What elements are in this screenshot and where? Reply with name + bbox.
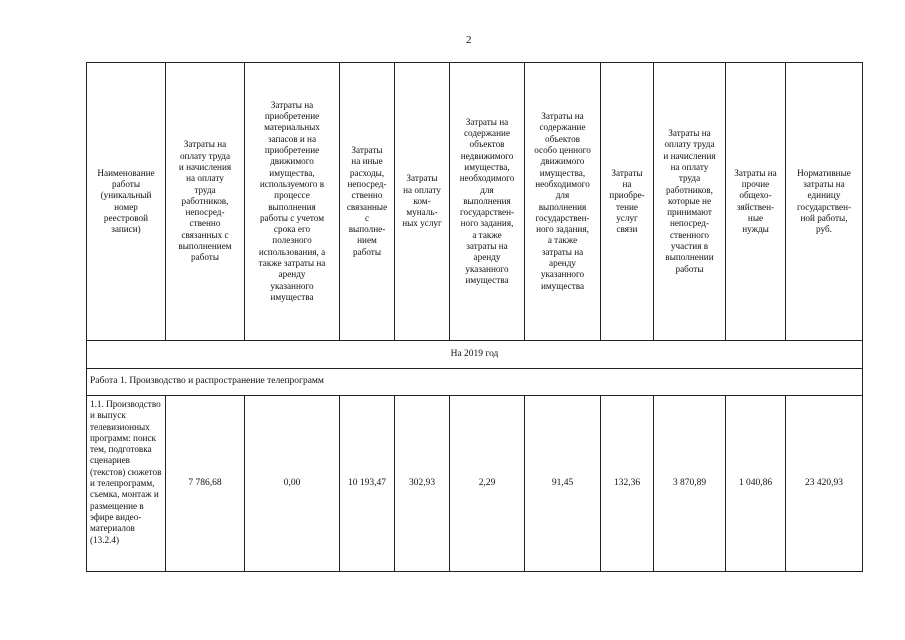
value-cell: 23 420,93 bbox=[786, 396, 863, 572]
header-cell: Затраты на содержание объектов особо ценного движимого имущества, необходимого для выполнения государствен- ного задания, а также затраты на аренду указанного имущества bbox=[525, 63, 601, 341]
year-label: На 2019 год bbox=[87, 341, 863, 369]
value-cell: 132,36 bbox=[601, 396, 654, 572]
value-cell: 302,93 bbox=[395, 396, 450, 572]
cost-table bbox=[86, 62, 863, 572]
work-row bbox=[87, 369, 863, 396]
page-number: 2 bbox=[466, 34, 472, 46]
table-header-row bbox=[87, 63, 863, 341]
work-name-cell: 1.1. Производство и выпуск телевизионных программ: поиск тем, подготовка сценариев (текстов) сюжетов и телепрограмм, съемка, монтаж и размещение в эфире видео- материалов (13.2.4) bbox=[87, 396, 166, 572]
header-cell: Затраты на прочие общехо- зяйствен- ные нужды bbox=[726, 63, 786, 341]
work-label: Работа 1. Производство и распространение телепрограмм bbox=[87, 369, 863, 396]
value-cell: 0,00 bbox=[245, 396, 340, 572]
value-cell: 7 786,68 bbox=[166, 396, 245, 572]
value-cell: 1 040,86 bbox=[726, 396, 786, 572]
header-cell: Наименование работы (уникальный номер реестровой записи) bbox=[87, 63, 166, 341]
header-cell: Нормативные затраты на единицу государствен- ной работы, руб. bbox=[786, 63, 863, 341]
value-cell: 2,29 bbox=[450, 396, 525, 572]
value-cell: 3 870,89 bbox=[654, 396, 726, 572]
year-row bbox=[87, 341, 863, 369]
table-row bbox=[87, 396, 863, 572]
header-cell: Затраты на оплату ком- муналь- ных услуг bbox=[395, 63, 450, 341]
value-cell: 10 193,47 bbox=[340, 396, 395, 572]
header-cell: Затраты на приобре- тение услуг связи bbox=[601, 63, 654, 341]
header-cell: Затраты на приобретение материальных запасов и на приобретение движимого имущества, используемого в процессе выполнения работы с учетом срока его полезного использования, а также затраты на аренду указанного имущества bbox=[245, 63, 340, 341]
header-cell: Затраты на содержание объектов недвижимого имущества, необходимого для выполнения государствен- ного задания, а также затраты на аренду указанного имущества bbox=[450, 63, 525, 341]
header-cell: Затраты на оплату труда и начисления на оплату труда работников, которые не принимают непосред- ственного участия в выполнении работы bbox=[654, 63, 726, 341]
header-cell: Затраты на иные расходы, непосред- ственно связанные с выполне- нием работы bbox=[340, 63, 395, 341]
value-cell: 91,45 bbox=[525, 396, 601, 572]
header-cell: Затраты на оплату труда и начисления на оплату труда работников, непосред- ственно связанных с выполнением работы bbox=[166, 63, 245, 341]
